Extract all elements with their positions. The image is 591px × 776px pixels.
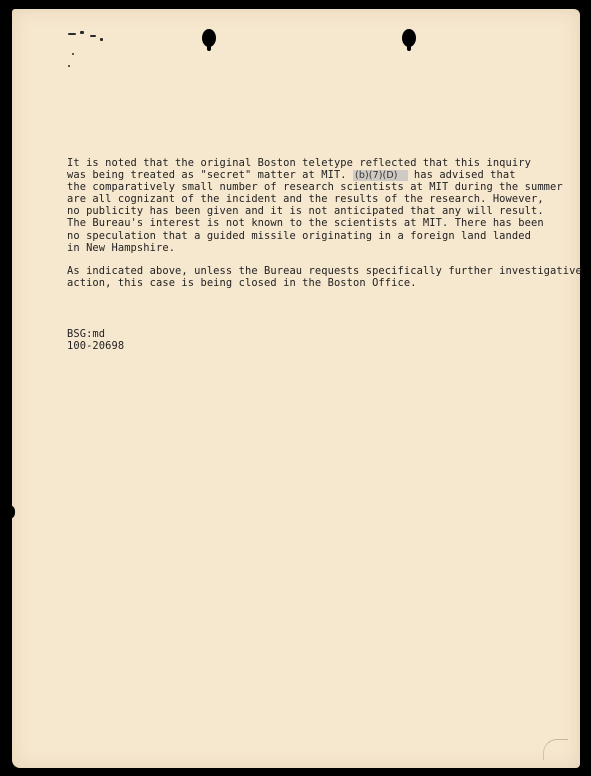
ink-speck (68, 65, 70, 67)
file-number: 100-20698 (67, 340, 125, 353)
punch-hole-left (202, 29, 216, 47)
ink-speck (72, 53, 74, 55)
ink-speck (80, 31, 84, 34)
page-corner-curl (543, 739, 568, 760)
redaction-box: (b)(7)(D) (353, 170, 408, 181)
ink-speck (90, 35, 96, 37)
typist-initials: BSG:md (67, 328, 106, 340)
paragraph-1-line-3: the comparatively small number of research scientists at MIT during the summer (67, 181, 563, 194)
ink-speck (68, 33, 76, 35)
paragraph-1-line-4: are all cognizant of the incident and the results of the research. However, (67, 193, 544, 206)
ink-speck (100, 38, 103, 41)
paragraph-2-line-1: As indicated above, unless the Bureau requests specifically further investigative (67, 265, 582, 277)
reference-block (67, 328, 124, 352)
punch-hole-right (402, 29, 416, 47)
paragraph-1-line-7: no speculation that a guided missile originating in a foreign land landed (67, 229, 531, 242)
paragraph-2-line-2: action, this case is being closed in the Boston Office. (67, 277, 417, 290)
paragraph-1-line-8: in New Hampshire. (67, 241, 176, 254)
document-page (12, 9, 580, 768)
paragraph-2 (67, 265, 582, 289)
paragraph-1-line-1: It is noted that the original Boston teletype reflected that this inquiry (67, 157, 531, 169)
paragraph-1 (67, 157, 563, 254)
paragraph-1-line-5: no publicity has been given and it is not anticipated that any will result. (67, 205, 544, 218)
paragraph-1-line-6: The Bureau's interest is not known to the scientists at MIT. There has been (67, 217, 544, 230)
paragraph-1-line-2-end: has advised that (407, 169, 516, 182)
paragraph-1-line-2-start: was being treated as "secret" matter at MIT. (67, 169, 354, 182)
